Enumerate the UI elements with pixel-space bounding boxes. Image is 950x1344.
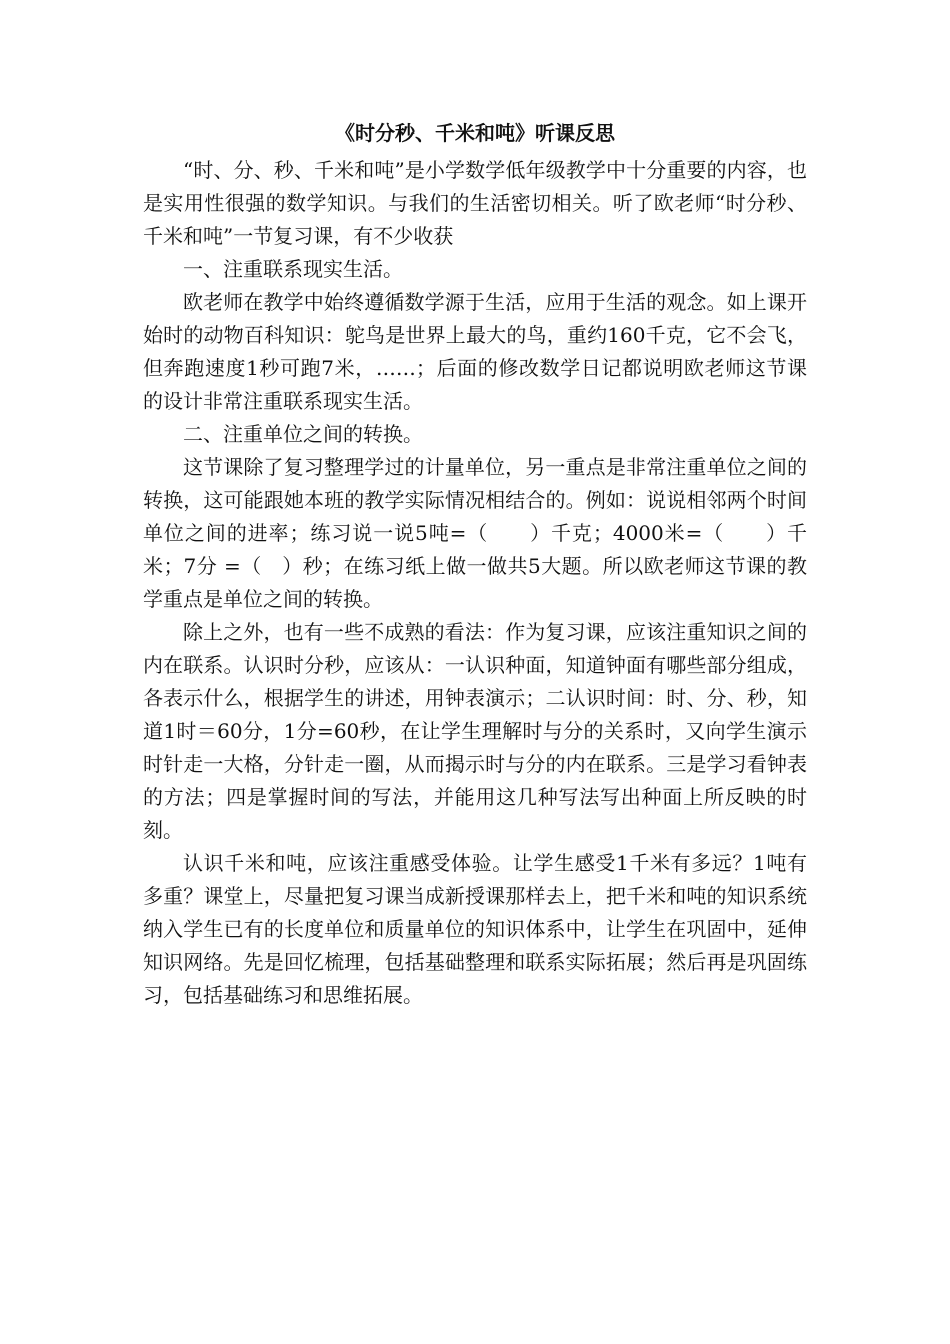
document-title: 《时分秒、千米和吨》听课反思 — [335, 121, 615, 145]
paragraph-section-2: 这节课除了复习整理学过的计量单位，另一重点是非常注重单位之间的转换，这可能跟她本班的教学实际情况相结合的。例如：说说相邻两个时间单位之间的进率；练习说一说5吨=（ ）千克；4000米=（ ）千米；7分 =（ ）秒；在练习纸上做一做共5大题。所以欧老师这节课的教学重点是单位之间的转换。 — [143, 455, 807, 611]
document-page — [143, 114, 807, 1012]
section-heading-1: 一、注重联系现实生活。 — [183, 257, 403, 281]
section-heading-2: 二、注重单位之间的转换。 — [183, 422, 423, 446]
paragraph-intro: “时、分、秒、千米和吨”是小学数学低年级教学中十分重要的内容，也是实用性很强的数学知识。与我们的生活密切相关。听了欧老师“时分秒、千米和吨”一节复习课，有不少收获 — [143, 158, 807, 248]
paragraph-critique: 除上之外，也有一些不成熟的看法：作为复习课，应该注重知识之间的内在联系。认识时分秒，应该从：一认识种面，知道钟面有哪些部分组成，各表示什么，根据学生的讲述，用钟表演示；二认识时间：时、分、秒，知道1时＝60分，1分=60秒，在让学生理解时与分的关系时，又向学生演示时针走一大格，分针走一圈，从而揭示时与分的内在联系。三是学习看钟表的方法；四是掌握时间的写法，并能用这几种写法写出种面上所反映的时刻。 — [143, 620, 807, 842]
paragraph-conclusion: 认识千米和吨，应该注重感受体验。让学生感受1千米有多远？1吨有多重？课堂上，尽量把复习课当成新授课那样去上，把千米和吨的知识系统纳入学生已有的长度单位和质量单位的知识体系中，让学生在巩固中，延伸知识网络。先是回忆梳理，包括基础整理和联系实际拓展；然后再是巩固练习，包括基础练习和思维拓展。 — [143, 851, 807, 1007]
paragraph-section-1: 欧老师在教学中始终遵循数学源于生活，应用于生活的观念。如上课开始时的动物百科知识：鸵鸟是世界上最大的鸟，重约160千克，它不会飞，但奔跑速度1秒可跑7米，……；后面的修改数学日记都说明欧老师这节课的设计非常注重联系现实生活。 — [143, 290, 807, 413]
